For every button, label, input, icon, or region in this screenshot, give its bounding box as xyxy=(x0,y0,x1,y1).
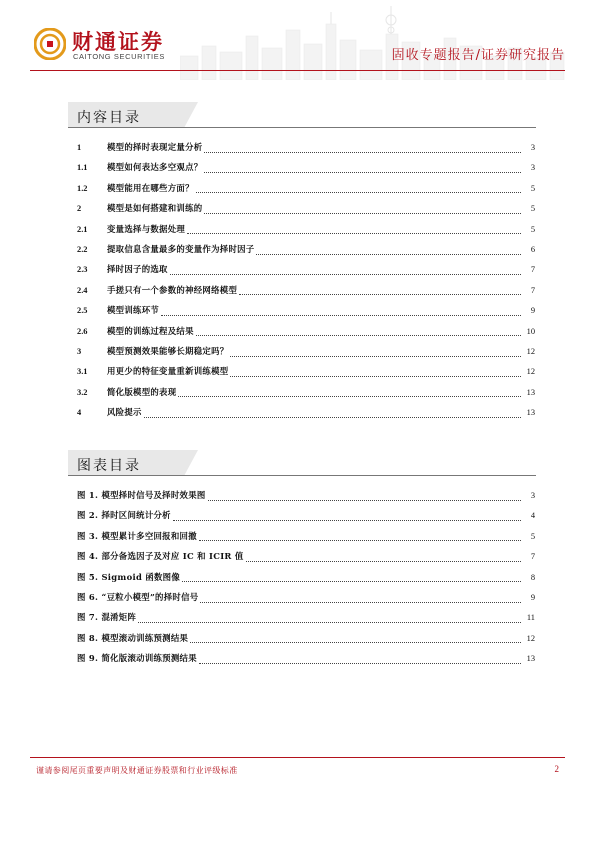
toc-entry-number: 1.2 xyxy=(77,183,88,193)
dot-leader xyxy=(256,246,521,255)
dot-leader xyxy=(239,286,521,295)
figure-entry[interactable] xyxy=(77,607,535,627)
footer-disclaimer: 谨请参阅尾页重要声明及财通证券股票和行业评级标准 xyxy=(36,766,238,775)
caitong-logo-icon xyxy=(34,28,66,60)
toc-entry[interactable] xyxy=(77,341,535,361)
figure-entry[interactable] xyxy=(77,505,535,525)
toc-entry-page: 7 xyxy=(530,285,535,295)
dot-leader xyxy=(204,144,521,153)
figure-entry-page: 4 xyxy=(530,511,535,521)
dot-leader xyxy=(230,348,521,357)
toc-entry-number: 2.1 xyxy=(77,224,88,234)
dot-leader xyxy=(161,307,521,316)
toc-entry-title: 模型是如何搭建和训练的 xyxy=(107,203,203,214)
toc-entry-page: 12 xyxy=(526,346,535,356)
banner-underline xyxy=(68,475,536,476)
toc-entry[interactable] xyxy=(77,157,535,177)
toc-entry-page: 13 xyxy=(526,387,535,397)
banner-underline xyxy=(68,127,536,128)
toc-entry-number: 4 xyxy=(77,408,82,418)
figure-entry[interactable] xyxy=(77,485,535,505)
toc-entry-number: 2.6 xyxy=(77,326,88,336)
list-of-figures xyxy=(77,485,535,669)
toc-entry-number: 3.1 xyxy=(77,367,88,377)
figure-entry-label: 图 9. 简化版滚动训练预测结果 xyxy=(77,653,197,664)
toc-entry-title: 手搓只有一个参数的神经网络模型 xyxy=(107,284,238,295)
dot-leader xyxy=(144,409,521,418)
figure-entry[interactable] xyxy=(77,628,535,648)
dot-leader xyxy=(204,205,521,214)
figure-entry-page: 11 xyxy=(526,613,535,623)
report-type-label: 固收专题报告/证券研究报告 xyxy=(391,48,565,63)
figure-entry-page: 3 xyxy=(530,491,535,500)
toc-heading: 内容目录 xyxy=(77,110,141,126)
toc-entry-title: 提取信息含量最多的变量作为择时因子 xyxy=(107,243,255,254)
dot-leader xyxy=(138,614,521,623)
toc-entry[interactable] xyxy=(77,321,535,341)
figure-entry-page: 7 xyxy=(530,552,535,562)
toc-entry-title: 简化版模型的表现 xyxy=(107,386,177,397)
toc-entry-page: 10 xyxy=(526,326,535,336)
figure-entry-label: 图 5. Sigmoid 函数图像 xyxy=(77,571,181,582)
figure-entry-page: 8 xyxy=(530,572,535,582)
dot-leader xyxy=(199,655,521,664)
dot-leader xyxy=(230,368,521,377)
dot-leader xyxy=(196,184,521,193)
table-of-contents xyxy=(77,137,535,422)
toc-entry-page: 5 xyxy=(530,183,535,193)
page-number: 2 xyxy=(554,764,559,774)
toc-entry-title: 变量选择与数据处理 xyxy=(107,223,186,234)
dot-leader xyxy=(196,327,521,336)
toc-entry-number: 2.5 xyxy=(77,306,88,316)
dot-leader xyxy=(199,532,521,541)
dot-leader xyxy=(178,388,521,397)
toc-entry[interactable] xyxy=(77,178,535,198)
toc-entry-title: 择时因子的选取 xyxy=(107,264,168,275)
toc-entry-number: 3.2 xyxy=(77,387,88,397)
figure-entry-page: 5 xyxy=(530,531,535,541)
toc-entry[interactable] xyxy=(77,300,535,320)
toc-entry[interactable] xyxy=(77,402,535,422)
toc-entry-title: 风险提示 xyxy=(107,407,142,418)
toc-entry-number: 2.3 xyxy=(77,265,88,275)
footer-divider xyxy=(30,757,565,758)
dot-leader xyxy=(170,266,521,275)
dot-leader xyxy=(246,553,521,562)
figure-entry[interactable] xyxy=(77,546,535,566)
figure-entry-label: 图 4. 部分备选因子及对应 IC 和 ICIR 值 xyxy=(77,551,244,562)
toc-entry-title: 模型能用在哪些方面？ xyxy=(107,182,194,193)
toc-entry-page: 9 xyxy=(530,306,535,316)
toc-entry[interactable] xyxy=(77,137,535,157)
dot-leader xyxy=(200,594,521,603)
toc-entry-page: 13 xyxy=(526,408,535,418)
figures-heading: 图表目录 xyxy=(77,458,141,474)
header-divider xyxy=(30,70,565,71)
toc-entry[interactable] xyxy=(77,382,535,402)
toc-entry-number: 1 xyxy=(77,143,82,152)
toc-entry-page: 3 xyxy=(530,143,535,152)
toc-entry[interactable] xyxy=(77,219,535,239)
figure-entry-label: 图 6. “豆粒小模型”的择时信号 xyxy=(77,591,199,602)
toc-entry-number: 2 xyxy=(77,204,82,214)
toc-entry-page: 3 xyxy=(530,163,535,173)
figure-entry[interactable] xyxy=(77,567,535,587)
figure-entry[interactable] xyxy=(77,587,535,607)
page-header xyxy=(0,0,595,82)
toc-entry-number: 2.4 xyxy=(77,285,88,295)
toc-entry-number: 3 xyxy=(77,346,82,356)
toc-entry[interactable] xyxy=(77,239,535,259)
toc-entry-page: 5 xyxy=(530,204,535,214)
figure-entry-label: 图 3. 模型累计多空回报和回撤 xyxy=(77,530,197,541)
dot-leader xyxy=(173,512,521,521)
toc-entry[interactable] xyxy=(77,280,535,300)
toc-entry-page: 5 xyxy=(530,224,535,234)
figures-section-banner xyxy=(68,450,536,478)
figure-entry-label: 图 7. 混淆矩阵 xyxy=(77,612,137,623)
toc-entry[interactable] xyxy=(77,361,535,381)
dot-leader xyxy=(190,634,521,643)
toc-entry-page: 7 xyxy=(530,265,535,275)
figure-entry-page: 12 xyxy=(526,633,535,643)
figure-entry-page: 9 xyxy=(530,592,535,602)
toc-entry-number: 2.2 xyxy=(77,244,88,254)
dot-leader xyxy=(208,492,521,501)
toc-entry-title: 模型的择时表现定量分析 xyxy=(107,142,203,152)
toc-entry-page: 12 xyxy=(526,367,535,377)
figure-entry-label: 图 1. 模型择时信号及择时效果图 xyxy=(77,490,206,500)
figure-entry[interactable] xyxy=(77,526,535,546)
toc-entry-number: 1.1 xyxy=(77,163,88,173)
toc-entry-title: 模型训练环节 xyxy=(107,305,160,316)
toc-entry-page: 6 xyxy=(530,244,535,254)
figure-entry-label: 图 2. 择时区间统计分析 xyxy=(77,510,171,521)
toc-section-banner xyxy=(68,102,536,130)
toc-entry-title: 模型预测效果能够长期稳定吗？ xyxy=(107,345,229,356)
toc-entry-title: 模型如何表达多空观点？ xyxy=(107,162,203,173)
city-skyline-watermark xyxy=(180,6,590,80)
figure-entry-page: 13 xyxy=(526,654,535,664)
toc-entry[interactable] xyxy=(77,259,535,279)
dot-leader xyxy=(204,164,521,173)
dot-leader xyxy=(187,225,521,234)
toc-entry-title: 模型的训练过程及结果 xyxy=(107,325,194,336)
brand-name-cn: 财通证券 xyxy=(72,30,164,54)
dot-leader xyxy=(182,573,521,582)
toc-entry[interactable] xyxy=(77,198,535,218)
brand-name-en: CAITONG SECURITIES xyxy=(73,52,165,61)
toc-entry-title: 用更少的特征变量重新训练模型 xyxy=(107,366,229,377)
figure-entry-label: 图 8. 模型滚动训练预测结果 xyxy=(77,632,189,643)
figure-entry[interactable] xyxy=(77,648,535,668)
